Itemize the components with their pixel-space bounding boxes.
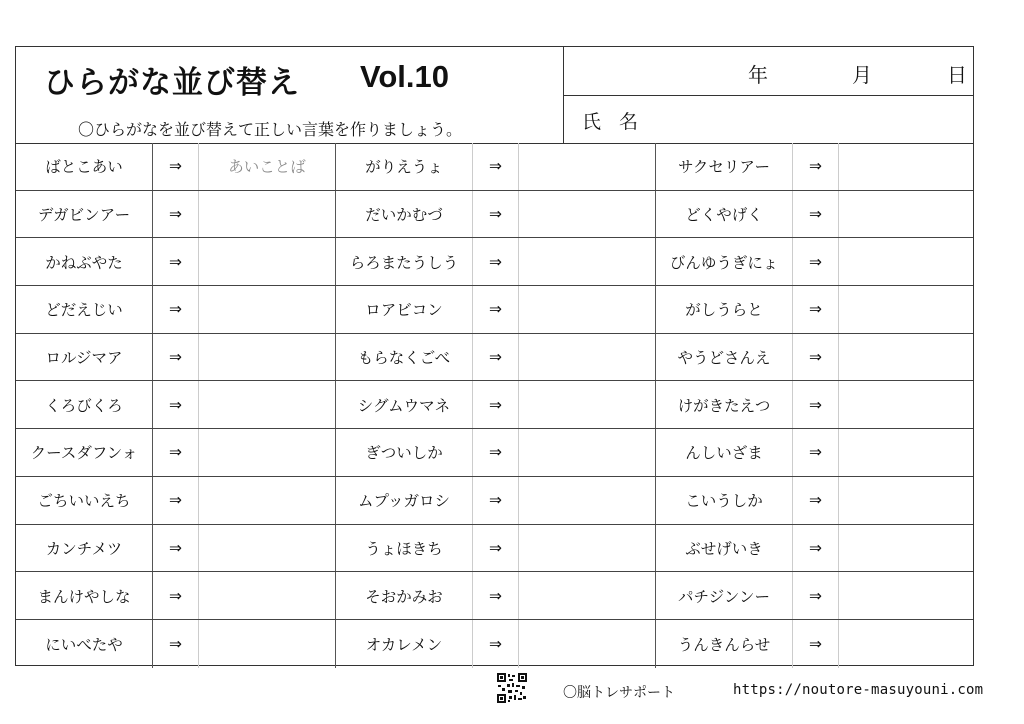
worksheet-header [16, 47, 973, 144]
scrambled-word: カンチメツ [16, 525, 153, 572]
answer-cell[interactable] [519, 286, 656, 333]
arrow-icon: ⇒ [473, 143, 519, 190]
scrambled-word: パチジンンー [656, 572, 793, 619]
table-row [16, 477, 973, 525]
arrow-icon: ⇒ [153, 334, 199, 381]
table-row [16, 286, 973, 334]
scrambled-word: クースダフンォ [16, 429, 153, 476]
arrow-icon: ⇒ [153, 191, 199, 238]
answer-cell[interactable] [839, 191, 973, 238]
scrambled-word: まんけやしな [16, 572, 153, 619]
scrambled-word: うんきんらせ [656, 620, 793, 668]
arrow-icon: ⇒ [153, 620, 199, 668]
answer-cell[interactable] [839, 334, 973, 381]
answer-cell[interactable] [839, 143, 973, 190]
scrambled-word: サクセリアー [656, 143, 793, 190]
scrambled-word: けがきたえつ [656, 381, 793, 428]
site-url[interactable]: https://noutore-masuyouni.com [733, 682, 984, 698]
answer-cell[interactable] [519, 477, 656, 524]
scrambled-word: ロアビコン [336, 286, 473, 333]
scrambled-word: どくやげく [656, 191, 793, 238]
scrambled-word: ごちいいえち [16, 477, 153, 524]
scrambled-word: ムプッガロシ [336, 477, 473, 524]
answer-cell[interactable] [519, 429, 656, 476]
answer-cell[interactable] [839, 429, 973, 476]
answer-cell[interactable] [519, 381, 656, 428]
answer-cell[interactable] [199, 286, 336, 333]
arrow-icon: ⇒ [153, 143, 199, 190]
arrow-icon: ⇒ [793, 477, 839, 524]
scrambled-word: びんゆうぎにょ [656, 238, 793, 285]
scrambled-word: オカレメン [336, 620, 473, 668]
arrow-icon: ⇒ [793, 238, 839, 285]
scrambled-word: ぶせげいき [656, 525, 793, 572]
site-name: 〇脳トレサポート [563, 685, 675, 701]
answer-cell[interactable] [199, 525, 336, 572]
answer-cell[interactable] [199, 334, 336, 381]
answer-cell[interactable] [839, 286, 973, 333]
table-row [16, 429, 973, 477]
arrow-icon: ⇒ [473, 477, 519, 524]
answer-cell[interactable] [839, 620, 973, 668]
arrow-icon: ⇒ [793, 286, 839, 333]
answer-cell[interactable] [839, 525, 973, 572]
scrambled-word: かねぶやた [16, 238, 153, 285]
volume-label: Vol.10 [360, 59, 450, 94]
table-row [16, 334, 973, 382]
scrambled-word: ぎついしか [336, 429, 473, 476]
answer-cell[interactable]: あいことば [199, 143, 336, 190]
arrow-icon: ⇒ [793, 620, 839, 668]
answer-cell[interactable] [839, 477, 973, 524]
table-row [16, 143, 973, 191]
arrow-icon: ⇒ [473, 286, 519, 333]
answer-cell[interactable] [519, 572, 656, 619]
scrambled-word: どだえじい [16, 286, 153, 333]
answer-cell[interactable] [519, 191, 656, 238]
arrow-icon: ⇒ [793, 334, 839, 381]
answer-cell[interactable] [199, 429, 336, 476]
scrambled-word: デガビンアー [16, 191, 153, 238]
scrambled-word: シグムウマネ [336, 381, 473, 428]
answer-cell[interactable] [519, 238, 656, 285]
scrambled-word: にいべたや [16, 620, 153, 668]
puzzle-grid [16, 143, 973, 668]
table-row [16, 381, 973, 429]
arrow-icon: ⇒ [153, 477, 199, 524]
date-year-label: 年 [748, 63, 768, 87]
arrow-icon: ⇒ [153, 238, 199, 285]
arrow-icon: ⇒ [473, 525, 519, 572]
scrambled-word: うょほきち [336, 525, 473, 572]
arrow-icon: ⇒ [793, 429, 839, 476]
answer-cell[interactable] [199, 381, 336, 428]
arrow-icon: ⇒ [473, 572, 519, 619]
arrow-icon: ⇒ [473, 620, 519, 668]
arrow-icon: ⇒ [473, 334, 519, 381]
arrow-icon: ⇒ [153, 286, 199, 333]
worksheet [15, 46, 974, 666]
arrow-icon: ⇒ [473, 191, 519, 238]
arrow-icon: ⇒ [793, 191, 839, 238]
answer-cell[interactable] [839, 238, 973, 285]
answer-cell[interactable] [199, 477, 336, 524]
arrow-icon: ⇒ [473, 238, 519, 285]
date-day-label: 日 [947, 63, 967, 87]
title-box [16, 47, 564, 143]
answer-cell[interactable] [199, 238, 336, 285]
scrambled-word: だいかむづ [336, 191, 473, 238]
scrambled-word: もらなくごべ [336, 334, 473, 381]
answer-cell[interactable] [199, 620, 336, 668]
table-row [16, 525, 973, 573]
scrambled-word: がしうらと [656, 286, 793, 333]
name-field [564, 95, 973, 143]
scrambled-word: ロルジマア [16, 334, 153, 381]
name-label: 氏 名 [582, 111, 645, 133]
scrambled-word: んしいざま [656, 429, 793, 476]
arrow-icon: ⇒ [153, 572, 199, 619]
arrow-icon: ⇒ [793, 572, 839, 619]
date-field [564, 47, 973, 96]
arrow-icon: ⇒ [473, 381, 519, 428]
page-title: ひらがな並び替え [44, 65, 300, 101]
answer-cell[interactable] [519, 334, 656, 381]
table-row [16, 572, 973, 620]
scrambled-word: やうどさんえ [656, 334, 793, 381]
qr-code-icon [497, 673, 527, 703]
table-row [16, 238, 973, 286]
arrow-icon: ⇒ [153, 429, 199, 476]
scrambled-word: こいうしか [656, 477, 793, 524]
scrambled-word: そおかみお [336, 572, 473, 619]
answer-cell[interactable] [839, 381, 973, 428]
scrambled-word: ばとこあい [16, 143, 153, 190]
table-row [16, 620, 973, 668]
arrow-icon: ⇒ [153, 381, 199, 428]
date-month-label: 月 [852, 63, 872, 87]
answer-cell[interactable] [199, 191, 336, 238]
arrow-icon: ⇒ [793, 381, 839, 428]
answer-cell[interactable] [519, 143, 656, 190]
answer-cell[interactable] [199, 572, 336, 619]
arrow-icon: ⇒ [793, 143, 839, 190]
instruction-text: 〇ひらがなを並び替えて正しい言葉を作りましょう。 [78, 120, 463, 139]
table-row [16, 191, 973, 239]
arrow-icon: ⇒ [473, 429, 519, 476]
arrow-icon: ⇒ [153, 525, 199, 572]
scrambled-word: がりえうょ [336, 143, 473, 190]
arrow-icon: ⇒ [793, 525, 839, 572]
answer-cell[interactable] [519, 620, 656, 668]
answer-cell[interactable] [839, 572, 973, 619]
scrambled-word: らろまたうしう [336, 238, 473, 285]
scrambled-word: くろびくろ [16, 381, 153, 428]
answer-cell[interactable] [519, 525, 656, 572]
